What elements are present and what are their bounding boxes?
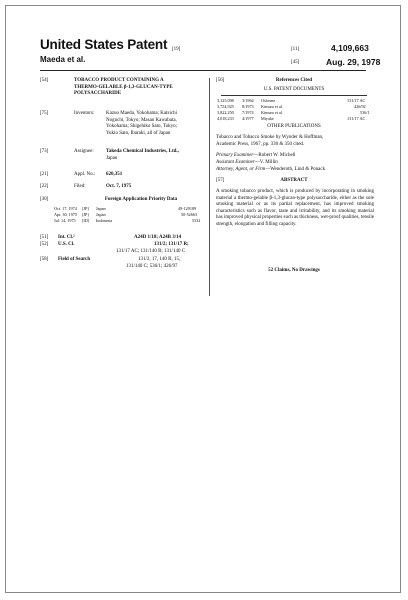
title-field-code: [54]	[40, 78, 49, 83]
inventors-line: Kazuo Maeda, Yokohama; Katsichi	[106, 111, 177, 116]
ref-class: 536/1	[360, 110, 370, 115]
fap-title: Foreign Application Priority Data	[104, 197, 178, 202]
uscl-label: U.S. Cl.	[58, 242, 75, 247]
ref-row	[217, 116, 373, 122]
appl-label: Appl. No.:	[74, 172, 96, 177]
date-code: [45]	[291, 60, 300, 65]
fap-row	[54, 218, 201, 224]
ref-class: 131/17 AC	[347, 116, 366, 121]
fap-date: Apr. 30, 1975	[54, 212, 78, 217]
other-publications	[216, 135, 374, 148]
assistant-examiner-label: Assistant Examiner	[216, 160, 255, 165]
fap-country-code: [JP]	[82, 212, 89, 217]
title-code: [19]	[172, 47, 181, 52]
assignee-line: Japan	[106, 155, 118, 161]
document-title: United States Patent	[40, 37, 168, 52]
inventor-line: Maeda et al.	[40, 55, 86, 64]
primary-examiner	[216, 153, 374, 160]
assignee-code: [73]	[40, 149, 49, 154]
patent-number: 4,109,663	[331, 43, 369, 53]
filed-value: Oct. 7, 1975	[106, 184, 132, 189]
ref-name: Kimura et al.	[261, 110, 283, 115]
ref-name: Miyake	[261, 116, 274, 121]
ref-number: 4,018,233	[217, 116, 234, 121]
attorney	[216, 167, 374, 174]
patent-date: Aug. 29, 1978	[326, 57, 381, 67]
usp-title: U.S. PATENT DOCUMENTS	[263, 87, 325, 92]
primary-examiner-value: —Robert W. Michell	[253, 153, 296, 158]
fos-label: Field of Search	[58, 257, 91, 262]
assignee-label: Assignee:	[74, 149, 94, 154]
appl-code: [21]	[40, 172, 49, 177]
primary-examiner-label: Primary Examiner	[216, 153, 254, 158]
fap-date: Oct. 17, 1974	[54, 206, 77, 211]
title-line: TOBACCO PRODUCT CONTAINING A	[74, 78, 164, 83]
ref-date: 3/1964	[242, 98, 254, 103]
title-line: POLYSACCHARIDE	[74, 91, 122, 97]
patent-number-code: [11]	[291, 47, 300, 52]
abstract-title: ABSTRACT	[280, 178, 308, 183]
attorney-label: Attorney, Agent, or Firm	[216, 167, 266, 172]
uscl-code: [52]	[40, 242, 49, 247]
inventors-list	[106, 111, 208, 137]
ref-date: 8/1973	[242, 104, 254, 109]
assistant-examiner-value: —V. Millin	[254, 160, 278, 165]
claims-summary: 52 Claims, No Drawings	[268, 268, 320, 273]
ref-number: 3,125,098	[217, 98, 234, 103]
other-publication-line: Tobacco and Tobacco Smoke by Wynder & Hoffman,	[216, 135, 324, 140]
header-rule	[40, 70, 366, 71]
fap-date: Jul. 14, 1975	[54, 218, 76, 223]
invention-title	[74, 78, 198, 98]
filed-code: [22]	[40, 184, 49, 189]
usp-rule	[221, 95, 367, 96]
fap-code: [30]	[40, 197, 49, 202]
refs-code: [56]	[216, 78, 225, 83]
column-divider	[209, 78, 210, 296]
assignee-value	[106, 149, 208, 162]
ref-number: 3,822,250	[217, 110, 234, 115]
fap-country: Japan	[96, 206, 106, 211]
intcl-label: Int. Cl.²	[58, 235, 75, 240]
fap-number: 50-52663	[181, 212, 198, 217]
inventors-line: Yokohama; Shigehiko Sato, Tokyo;	[106, 124, 177, 130]
other-publication-line: Academic Press, 1967, pp. 330 & 350 cited.	[216, 141, 305, 147]
ref-date: 7/1974	[242, 110, 254, 115]
fap-country-code: [JP]	[82, 206, 89, 211]
uscl-value: 131/2; 131/17 R;	[154, 242, 189, 247]
ref-class: 426/92	[354, 104, 366, 109]
inventors-line: Yukio Sato, Ibaraki, all of Japan	[106, 130, 171, 136]
filed-label: Filed:	[74, 184, 86, 189]
intcl-value: A24D 1/18; A24B 3/14	[134, 235, 182, 240]
fap-country-code: [ID]	[82, 218, 90, 223]
uscl-value-continued: 131/17 AC; 131/140 R; 131/140 C	[116, 249, 186, 254]
fap-country: Japan	[96, 212, 106, 217]
ref-name: Osborne	[261, 98, 276, 103]
fap-number: 5332	[192, 218, 201, 223]
inventors-code: [75]	[40, 111, 49, 116]
fos-code: [58]	[40, 257, 49, 262]
appl-value: 620,351	[106, 172, 123, 177]
inventors-label: Inventors:	[74, 111, 95, 116]
abstract-code: [57]	[216, 178, 225, 183]
title-line: THERMO-GELABLE β-1,3-GLUCAN-TYPE	[74, 84, 173, 90]
intcl-code: [51]	[40, 235, 49, 240]
fap-number: 49-120189	[178, 206, 197, 211]
inventors-line: Noguchi, Tokyo; Masao Kawabata,	[106, 117, 177, 123]
assistant-examiner	[216, 160, 374, 167]
assignee-line: Takeda Chemical Industries, Ltd.,	[106, 149, 179, 154]
refs-title: References Cited	[275, 78, 313, 83]
attorney-value: —Wenderoth, Lind & Ponack	[265, 167, 326, 172]
patent-page	[5, 5, 401, 593]
ref-date: 4/1977	[242, 116, 254, 121]
abstract-text: A smoking tobacco product, which is produced by incorporating in smoking material a thermo-gelable β-1,3-glucan-type polysaccharide, either as the sole smoking material or as its partial replacement, has improved smoking characteristics such as flavor, taste and irritability, and its smoking material has improved physical properties such as thickness, wet-proof qualities, tensile strength, elongation and filling capacity.	[216, 189, 374, 227]
fos-value: 131/2, 17, 140 R, 15,	[138, 257, 181, 262]
fos-value-continued: 131/140 C; 536/1; 426/97	[126, 264, 178, 269]
ref-class: 131/17 AC	[347, 98, 366, 103]
ref-name: Kimura et al.	[261, 104, 283, 109]
ref-number: 3,754,925	[217, 104, 234, 109]
fap-country: Indonesia	[96, 218, 113, 223]
other-publications-title: OTHER PUBLICATIONS	[267, 124, 321, 129]
